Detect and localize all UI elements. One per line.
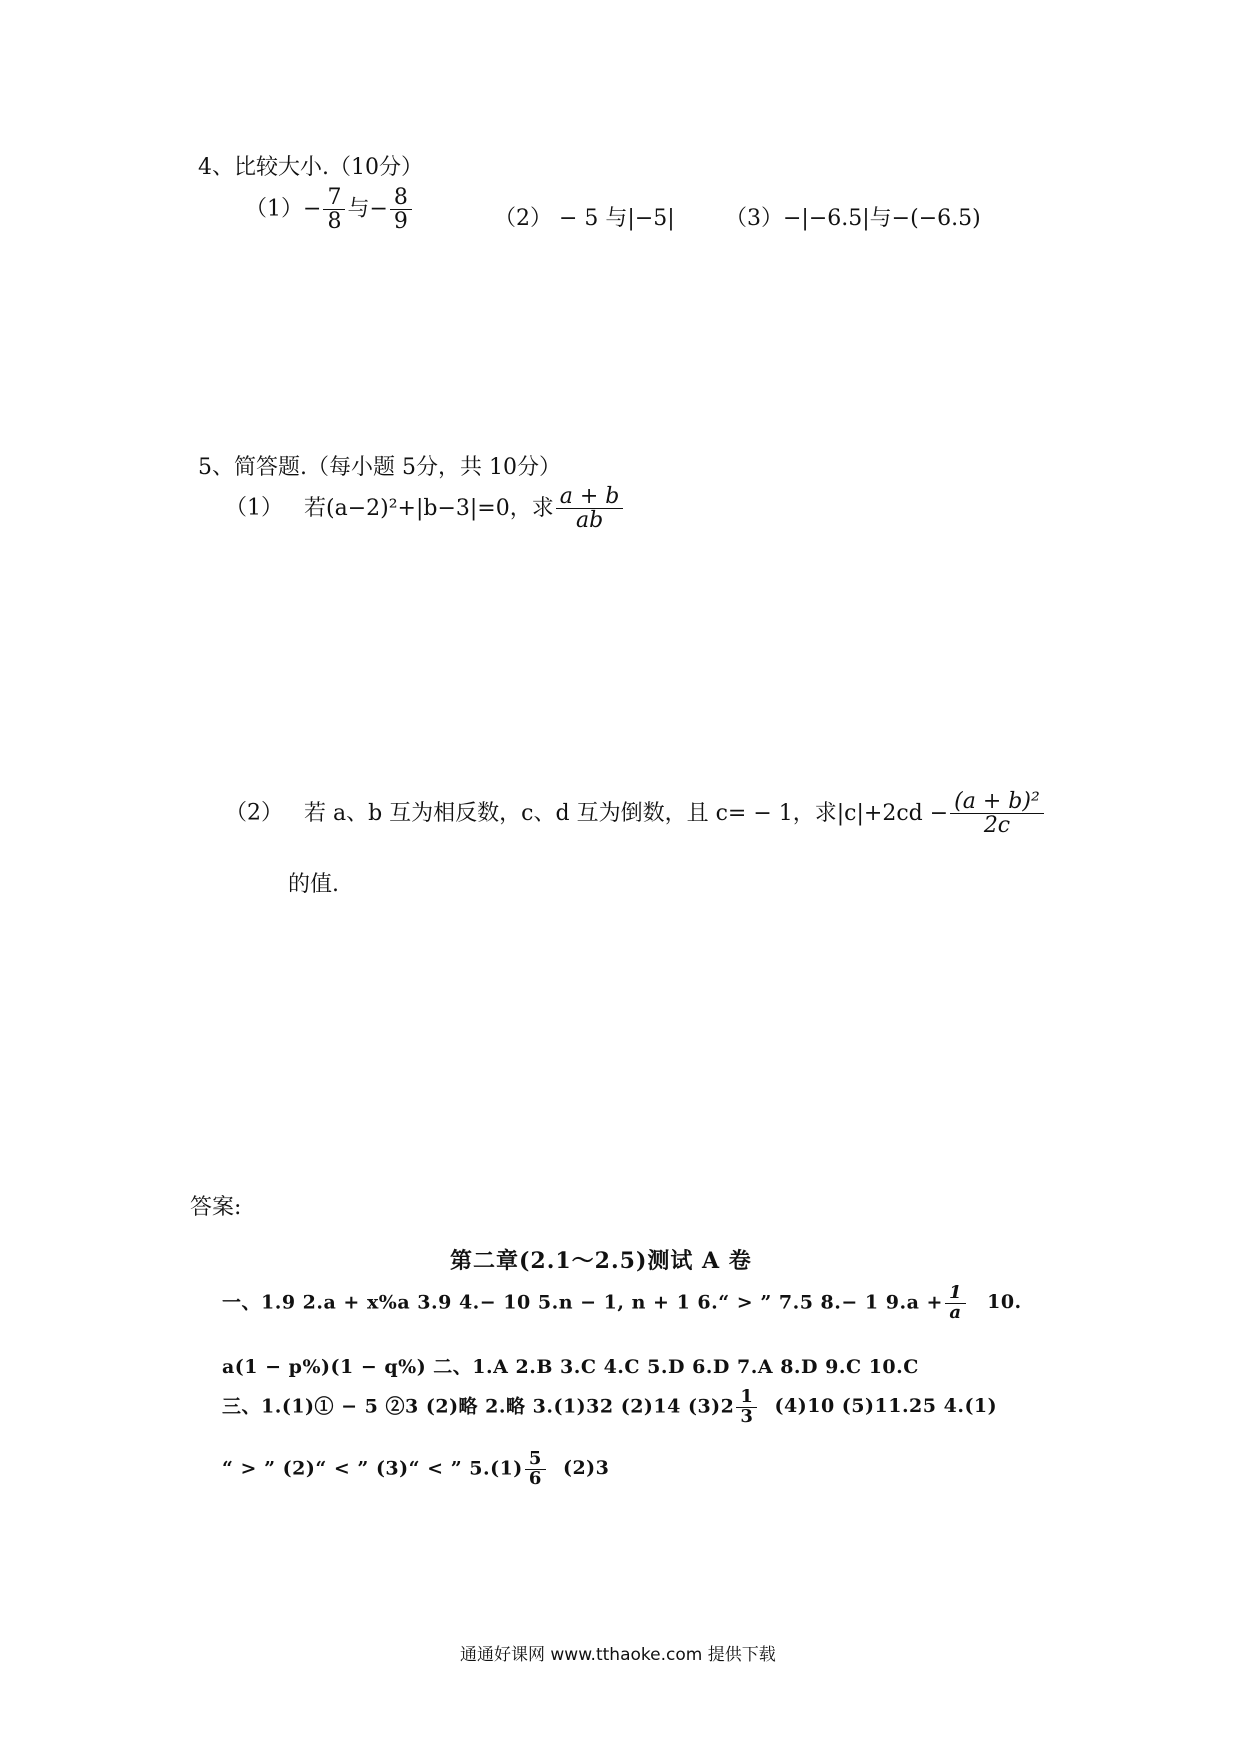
answers-label: 答案: bbox=[190, 1195, 242, 1220]
q5-part1 bbox=[225, 485, 625, 532]
answers-line-1-frac-den: a bbox=[949, 1301, 962, 1323]
q4-part1-label: （1） bbox=[245, 196, 303, 222]
answers-line-1-fraction bbox=[945, 1284, 966, 1323]
answers-line-3-a: 三、1.(1)① − 5 ②3 (2)略 2.略 3.(1)32 (2)14 (3)2 bbox=[222, 1395, 735, 1418]
q4-part1 bbox=[245, 186, 414, 233]
q4-part2: （2） − 5 与|−5| bbox=[494, 206, 675, 231]
answers-line-4-b: (2)3 bbox=[562, 1457, 610, 1480]
answers-line-1-b: 10. bbox=[987, 1291, 1022, 1314]
q5-part2-den: 2c bbox=[983, 813, 1011, 839]
answers-line-4-frac-num: 5 bbox=[525, 1450, 546, 1470]
q5-part2-label: （2） bbox=[225, 800, 283, 826]
answers-line-3 bbox=[222, 1388, 997, 1427]
answers-title: 第二章(2.1～2.5)测试 A 卷 bbox=[450, 1248, 752, 1274]
answers-line-1-frac-num: 1 bbox=[945, 1284, 966, 1304]
q5-part2-num: (a + b)² bbox=[950, 790, 1044, 814]
answers-line-3-frac-den: 3 bbox=[740, 1405, 754, 1427]
q4-part1-b-den: 9 bbox=[393, 209, 408, 235]
answers-line-2: a(1 − p%)(1 − q%) 二、1.A 2.B 3.C 4.C 5.D 6.D 7.A 8.D 9.C 10.C bbox=[222, 1356, 919, 1378]
q5-part2-tail: 的值. bbox=[288, 872, 339, 897]
q4-part3: （3）−|−6.5|与−(−6.5) bbox=[725, 206, 981, 231]
q5-part1-fraction bbox=[556, 485, 624, 532]
answers-line-3-frac-num: 1 bbox=[736, 1388, 757, 1408]
answers-line-4-fraction bbox=[525, 1450, 546, 1489]
q5-part2-text: 若 a、b 互为相反数，c、d 互为倒数，且 c= − 1，求|c|+2cd − bbox=[304, 800, 949, 826]
q4-part1-a-sign: − bbox=[303, 196, 322, 222]
q5-part2 bbox=[225, 790, 1046, 837]
answers-line-4-frac-den: 6 bbox=[528, 1467, 542, 1489]
answers-line-4 bbox=[222, 1450, 609, 1489]
q4-part1-b-sign: − bbox=[369, 196, 388, 222]
q5-part1-num: a + b bbox=[556, 485, 624, 509]
q5-part2-fraction bbox=[950, 790, 1044, 837]
q5-heading: 5、简答题.（每小题 5分，共 10分） bbox=[198, 455, 561, 480]
q4-heading: 4、比较大小.（10分） bbox=[198, 155, 423, 180]
q4-part1-join: 与 bbox=[347, 196, 370, 222]
answers-line-3-b: (4)10 (5)11.25 4.(1) bbox=[774, 1395, 998, 1418]
q5-part1-label: （1） bbox=[225, 495, 283, 521]
answers-line-4-a: “ > ” (2)“ < ” (3)“ < ” 5.(1) bbox=[222, 1457, 523, 1480]
q4-part1-a-den: 8 bbox=[327, 209, 342, 235]
q5-part1-text: 若(a−2)²+|b−3|=0，求 bbox=[304, 495, 554, 521]
page-footer: 通通好课网 www.tthaoke.com 提供下载 bbox=[460, 1645, 776, 1665]
answers-line-1-a: 一、1.9 2.a + x%a 3.9 4.− 10 5.n − 1, n + 1 6.“ > ” 7.5 8.− 1 9.a + bbox=[222, 1291, 943, 1314]
q4-part1-b-num: 8 bbox=[390, 186, 412, 210]
q5-part1-den: ab bbox=[575, 508, 604, 534]
q4-part1-fraction-b bbox=[390, 186, 412, 233]
answers-line-3-fraction bbox=[736, 1388, 757, 1427]
q4-part1-a-num: 7 bbox=[323, 186, 345, 210]
q4-part1-fraction-a bbox=[323, 186, 345, 233]
answers-line-1 bbox=[222, 1284, 1022, 1323]
